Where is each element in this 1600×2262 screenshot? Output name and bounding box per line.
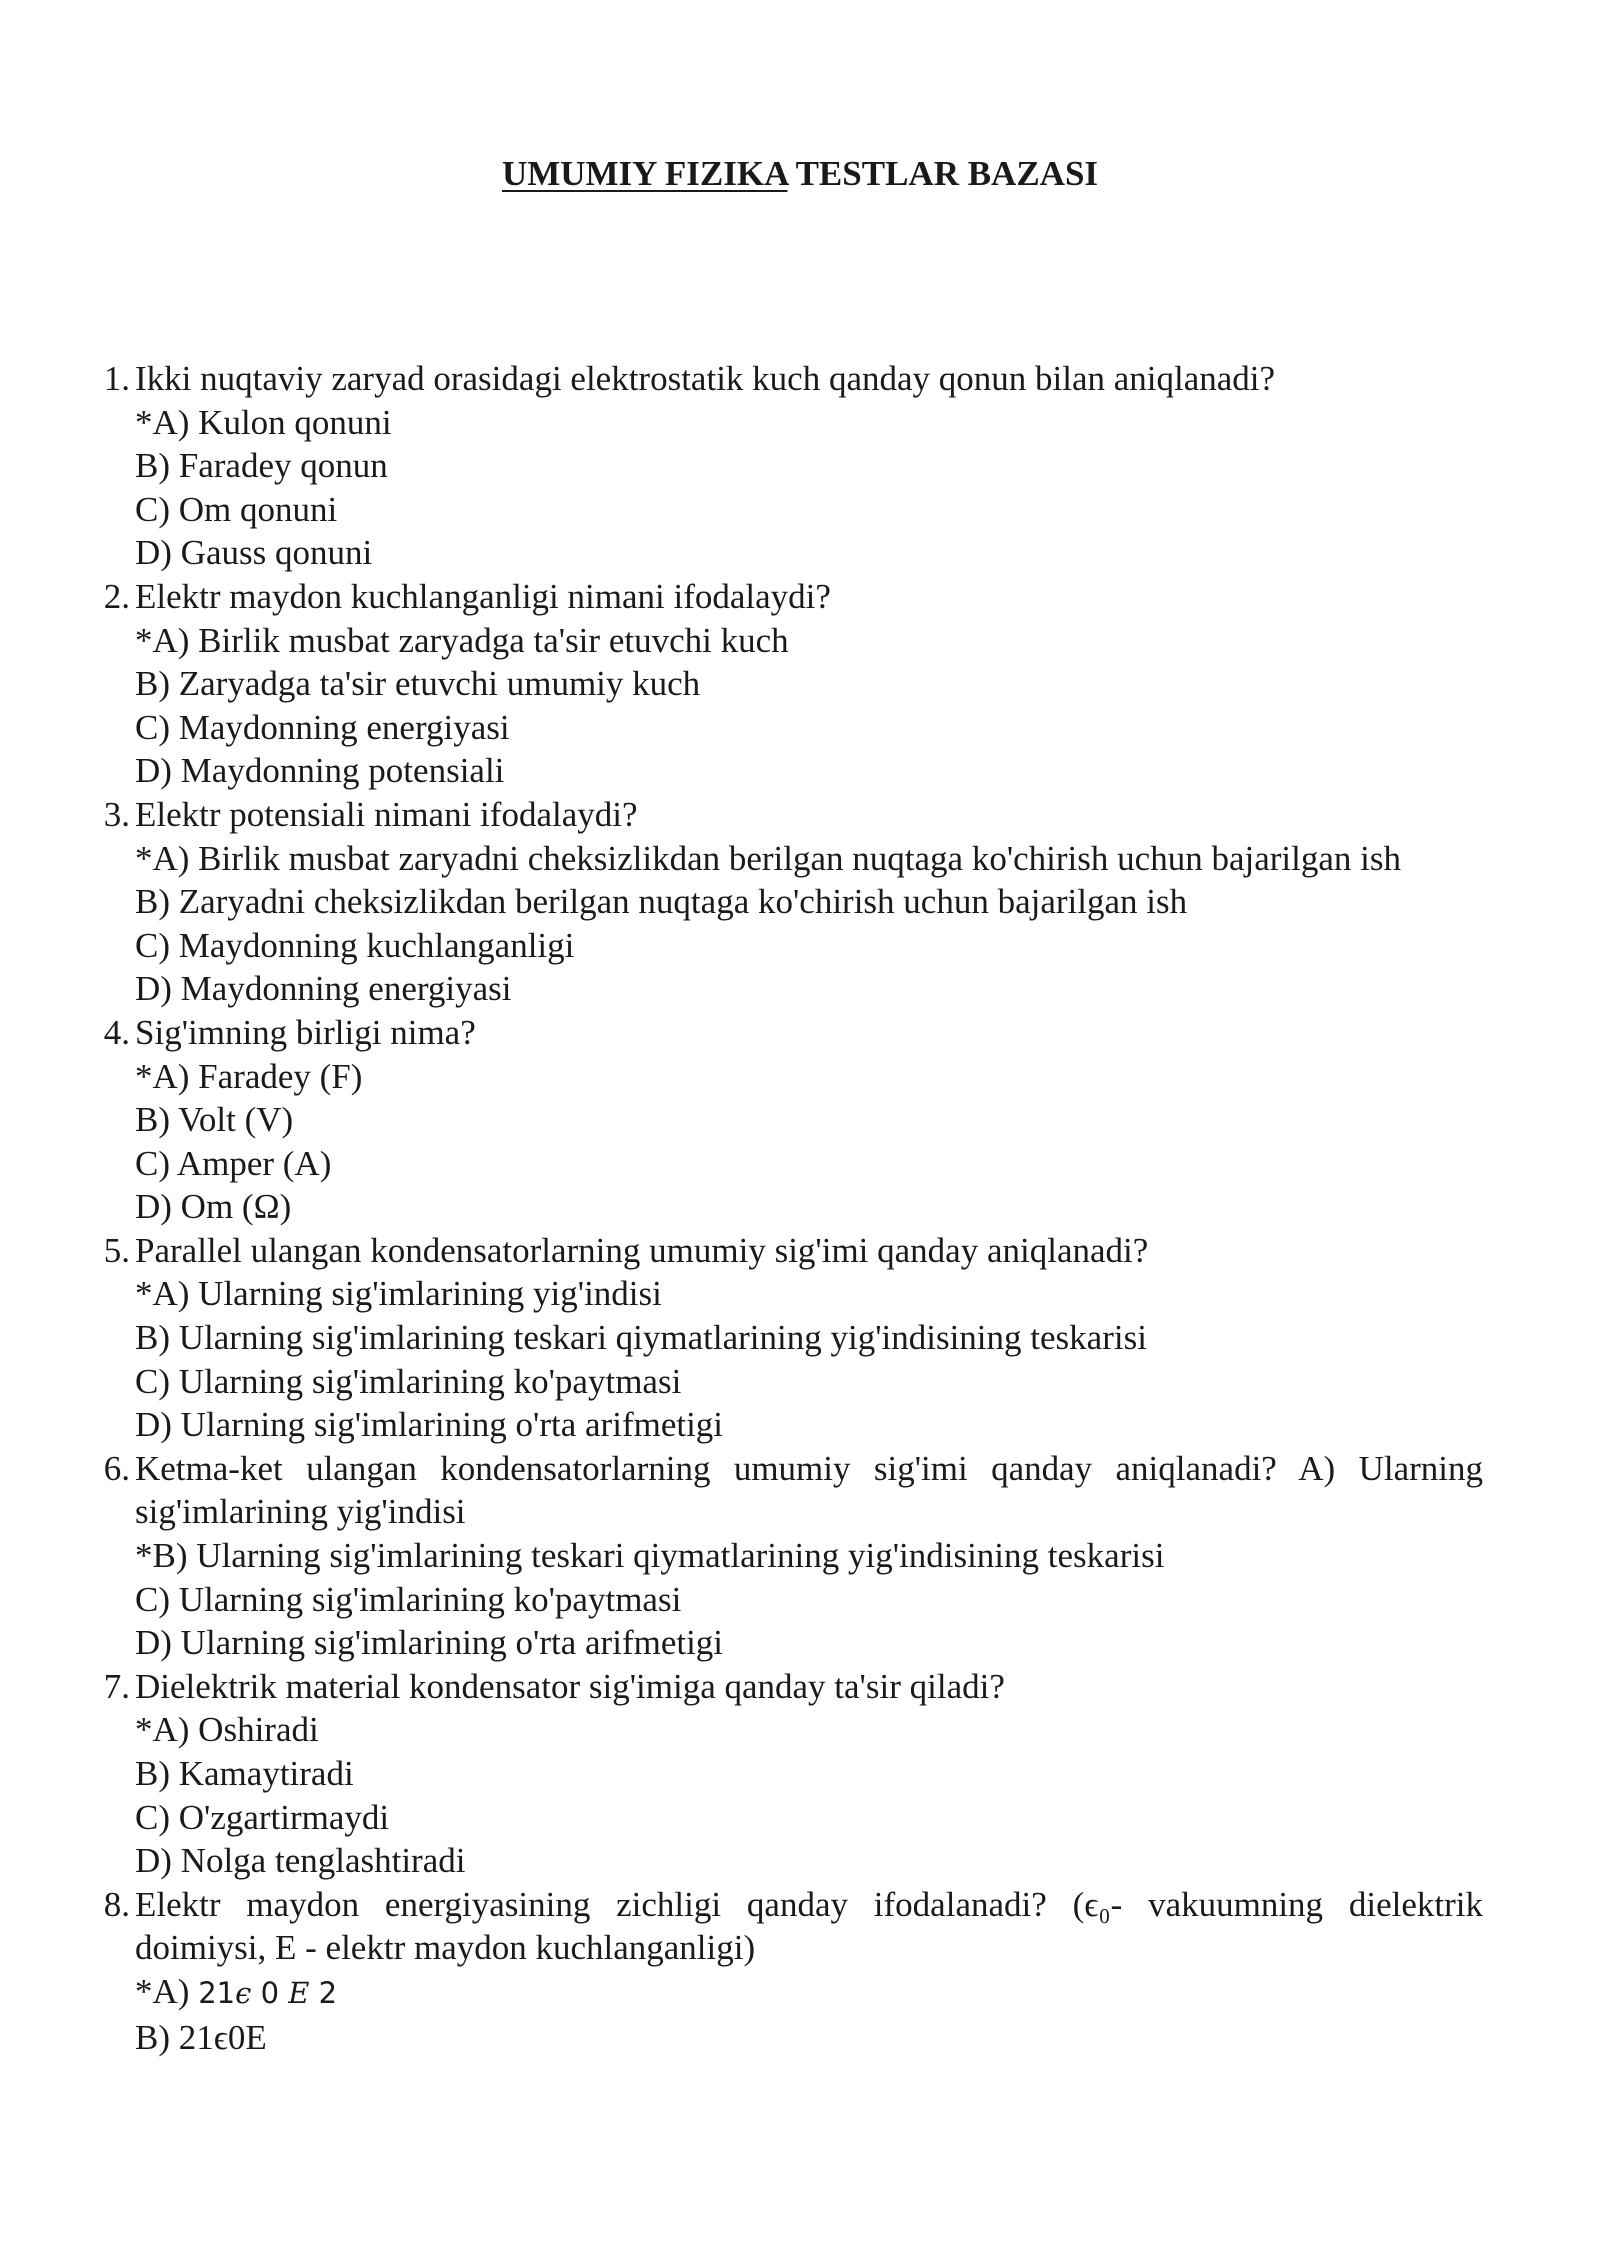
answer-option: *A) Ularning sig'imlarining yig'indisi <box>135 1274 662 1314</box>
answer-option: *A) Kulon qonuni <box>135 402 392 442</box>
answer-option: B) Ularning sig'imlarining teskari qiymatlarining yig'indisining teskarisi <box>135 1318 1147 1358</box>
answer-option: D) Om (Ω) <box>135 1187 292 1227</box>
formula-part: 0 <box>260 1975 280 2010</box>
formula-part: ϵ <box>235 1975 252 2010</box>
answer-option: C) Ularning sig'imlarining ko'paytmasi <box>135 1579 682 1619</box>
formula-part: E <box>288 1975 310 2010</box>
answer-option: B) Faradey qonun <box>135 446 388 486</box>
question-5 <box>103 1229 1483 1447</box>
option-label: *A) <box>135 1971 199 2011</box>
formula-part: 21 <box>198 1975 236 2010</box>
answer-option: D) Maydonning potensiali <box>135 751 505 791</box>
answer-option <box>135 1970 1483 2016</box>
title-rest: TESTLAR BAZASI <box>787 154 1099 193</box>
question-number: 2. <box>103 576 130 616</box>
question-7 <box>103 1665 1483 1883</box>
question-text: Elektr maydon kuchlanganligi nimani ifodalaydi? <box>135 576 831 616</box>
answer-option: D) Ularning sig'imlarining o'rta arifmetigi <box>135 1623 724 1663</box>
formula <box>198 1976 337 2010</box>
question-text: Parallel ulangan kondensatorlarning umumiy sig'imi qanday aniqlanadi? <box>135 1230 1149 1270</box>
answer-option: B) Zaryadni cheksizlikdan berilgan nuqtaga ko'chirish uchun bajarilgan ish <box>135 882 1188 922</box>
question-number: 4. <box>103 1012 130 1052</box>
question-text: Elektr maydon energiyasining zichligi qanday ifodalanadi? (ϵ₀- vakuumning dielektrik doimiysi, E - elektr maydon kuchlanganligi) <box>135 1884 1483 1968</box>
answer-option: *B) Ularning sig'imlarining teskari qiymatlarining yig'indisining teskarisi <box>135 1536 1165 1576</box>
answer-option: B) Volt (V) <box>135 1100 294 1140</box>
question-number: 1. <box>103 359 130 398</box>
answer-option: C) Amper (A) <box>135 1143 332 1183</box>
question-text: Ketma-ket ulangan kondensatorlarning umumiy sig'imi qanday aniqlanadi? A) Ularning sig'imlarining yig'indisi <box>135 1448 1483 1532</box>
answer-option: *A) Birlik musbat zaryadni cheksizlikdan berilgan nuqtaga ko'chirish uchun bajarilgan ish <box>135 838 1401 878</box>
question-text: Ikki nuqtaviy zaryad orasidagi elektrostatik kuch qanday qonun bilan aniqlanadi? <box>135 359 1276 398</box>
question-3 <box>103 793 1483 1011</box>
answer-option: B) Kamaytiradi <box>135 1754 354 1793</box>
answer-option: C) Maydonning kuchlanganligi <box>135 925 575 965</box>
question-1 <box>103 357 1483 575</box>
document-title <box>0 152 1600 196</box>
question-text: Dielektrik material kondensator sig'imiga qanday ta'sir qiladi? <box>135 1666 1005 1706</box>
answer-option: C) Om qonuni <box>135 489 338 529</box>
question-number: 6. <box>103 1448 130 1488</box>
question-number: 7. <box>103 1666 130 1706</box>
answer-option: C) O'zgartirmaydi <box>135 1797 390 1837</box>
question-6 <box>103 1447 1483 1665</box>
answer-option: *A) Oshiradi <box>135 1710 319 1750</box>
formula-part: 2 <box>318 1975 338 2010</box>
answer-option: D) Nolga tenglashtiradi <box>135 1841 466 1881</box>
question-8 <box>103 1883 1483 2059</box>
answer-option: *A) Faradey (F) <box>135 1056 363 1096</box>
question-number: 5. <box>103 1230 130 1270</box>
question-list <box>103 357 1483 2059</box>
answer-option: B) Zaryadga ta'sir etuvchi umumiy kuch <box>135 664 701 704</box>
answer-option: C) Ularning sig'imlarining ko'paytmasi <box>135 1361 682 1401</box>
answer-option: C) Maydonning energiyasi <box>135 707 510 747</box>
answer-option: D) Maydonning energiyasi <box>135 969 512 1009</box>
answer-option: D) Ularning sig'imlarining o'rta arifmetigi <box>135 1405 724 1445</box>
question-2 <box>103 575 1483 793</box>
answer-option: *A) Birlik musbat zaryadga ta'sir etuvchi kuch <box>135 620 789 660</box>
question-number: 3. <box>103 794 130 834</box>
question-number: 8. <box>103 1884 130 1924</box>
question-text: Sig'imning birligi nima? <box>135 1012 476 1052</box>
question-text: Elektr potensiali nimani ifodalaydi? <box>135 794 638 834</box>
question-4 <box>103 1011 1483 1229</box>
answer-option: B) 21ϵ0E <box>135 2017 267 2057</box>
answer-option: D) Gauss qonuni <box>135 533 373 573</box>
title-underlined-part: UMUMIY FIZIKA <box>501 154 788 193</box>
